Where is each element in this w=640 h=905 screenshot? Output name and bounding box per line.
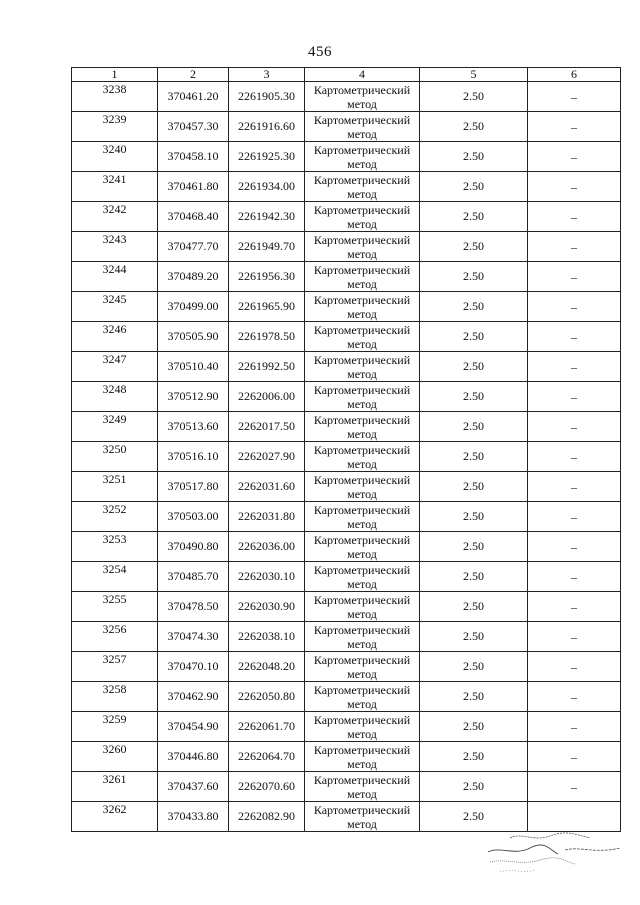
method-cell: Картометрический метод [305, 382, 420, 412]
x-coordinate-cell: 370503.00 [158, 502, 229, 532]
page-number: 456 [308, 44, 332, 60]
x-coordinate-cell: 370489.20 [158, 262, 229, 292]
accuracy-cell: 2.50 [420, 382, 528, 412]
y-coordinate-cell: 2261905.30 [229, 82, 305, 112]
accuracy-cell: 2.50 [420, 652, 528, 682]
y-coordinate-cell: 2261925.30 [229, 142, 305, 172]
y-coordinate-cell: 2262050.80 [229, 682, 305, 712]
accuracy-cell: 2.50 [420, 322, 528, 352]
table-row [72, 412, 621, 442]
point-number-cell: 3244 [72, 262, 158, 292]
method-cell: Картометрический метод [305, 322, 420, 352]
dash-cell: – [528, 142, 621, 172]
accuracy-cell: 2.50 [420, 352, 528, 382]
x-coordinate-cell: 370478.50 [158, 592, 229, 622]
method-cell: Картометрический метод [305, 622, 420, 652]
table-row [72, 142, 621, 172]
point-number-cell: 3259 [72, 712, 158, 742]
method-cell: Картометрический метод [305, 442, 420, 472]
dash-cell: – [528, 712, 621, 742]
method-cell: Картометрический метод [305, 502, 420, 532]
accuracy-cell: 2.50 [420, 202, 528, 232]
accuracy-cell: 2.50 [420, 82, 528, 112]
x-coordinate-cell: 370437.60 [158, 772, 229, 802]
y-coordinate-cell: 2262030.90 [229, 592, 305, 622]
accuracy-cell: 2.50 [420, 412, 528, 442]
method-cell: Картометрический метод [305, 292, 420, 322]
dash-cell: – [528, 262, 621, 292]
table-row [72, 772, 621, 802]
point-number-cell: 3253 [72, 532, 158, 562]
x-coordinate-cell: 370446.80 [158, 742, 229, 772]
method-cell: Картометрический метод [305, 592, 420, 622]
x-coordinate-cell: 370468.40 [158, 202, 229, 232]
x-coordinate-cell: 370461.20 [158, 82, 229, 112]
table-row [72, 592, 621, 622]
dash-cell: – [528, 502, 621, 532]
point-number-cell: 3238 [72, 82, 158, 112]
y-coordinate-cell: 2262027.90 [229, 442, 305, 472]
table-row [72, 442, 621, 472]
method-cell: Картометрический метод [305, 262, 420, 292]
dash-cell: – [528, 772, 621, 802]
column-header: 5 [420, 68, 528, 82]
y-coordinate-cell: 2262036.00 [229, 532, 305, 562]
column-header: 3 [229, 68, 305, 82]
method-cell: Картометрический метод [305, 682, 420, 712]
accuracy-cell: 2.50 [420, 712, 528, 742]
dash-cell: – [528, 472, 621, 502]
y-coordinate-cell: 2262082.90 [229, 802, 305, 832]
method-cell: Картометрический метод [305, 532, 420, 562]
x-coordinate-cell: 370499.00 [158, 292, 229, 322]
dash-cell: – [528, 382, 621, 412]
accuracy-cell: 2.50 [420, 682, 528, 712]
point-number-cell: 3241 [72, 172, 158, 202]
point-number-cell: 3246 [72, 322, 158, 352]
y-coordinate-cell: 2262006.00 [229, 382, 305, 412]
dash-cell: – [528, 442, 621, 472]
accuracy-cell: 2.50 [420, 592, 528, 622]
y-coordinate-cell: 2261965.90 [229, 292, 305, 322]
point-number-cell: 3240 [72, 142, 158, 172]
method-cell: Картометрический метод [305, 652, 420, 682]
dash-cell: – [528, 112, 621, 142]
accuracy-cell: 2.50 [420, 112, 528, 142]
y-coordinate-cell: 2261992.50 [229, 352, 305, 382]
y-coordinate-cell: 2262031.80 [229, 502, 305, 532]
accuracy-cell: 2.50 [420, 532, 528, 562]
accuracy-cell: 2.50 [420, 472, 528, 502]
y-coordinate-cell: 2261956.30 [229, 262, 305, 292]
dash-cell: – [528, 532, 621, 562]
table-row [72, 712, 621, 742]
dash-cell: – [528, 412, 621, 442]
y-coordinate-cell: 2262061.70 [229, 712, 305, 742]
y-coordinate-cell: 2261949.70 [229, 232, 305, 262]
accuracy-cell: 2.50 [420, 292, 528, 322]
coordinates-table [71, 67, 621, 832]
table-row [72, 532, 621, 562]
method-cell: Картометрический метод [305, 142, 420, 172]
table-row [72, 322, 621, 352]
dash-cell: – [528, 352, 621, 382]
point-number-cell: 3249 [72, 412, 158, 442]
x-coordinate-cell: 370512.90 [158, 382, 229, 412]
x-coordinate-cell: 370485.70 [158, 562, 229, 592]
x-coordinate-cell: 370462.90 [158, 682, 229, 712]
x-coordinate-cell: 370505.90 [158, 322, 229, 352]
method-cell: Картометрический метод [305, 772, 420, 802]
y-coordinate-cell: 2262038.10 [229, 622, 305, 652]
point-number-cell: 3245 [72, 292, 158, 322]
method-cell: Картометрический метод [305, 412, 420, 442]
accuracy-cell: 2.50 [420, 442, 528, 472]
x-coordinate-cell: 370490.80 [158, 532, 229, 562]
dash-cell: – [528, 682, 621, 712]
table-row [72, 292, 621, 322]
point-number-cell: 3252 [72, 502, 158, 532]
table-row [72, 562, 621, 592]
table-row [72, 682, 621, 712]
column-header: 1 [72, 68, 158, 82]
y-coordinate-cell: 2262031.60 [229, 472, 305, 502]
table-row [72, 82, 621, 112]
column-header: 6 [528, 68, 621, 82]
point-number-cell: 3251 [72, 472, 158, 502]
y-coordinate-cell: 2262064.70 [229, 742, 305, 772]
table-row [72, 502, 621, 532]
y-coordinate-cell: 2262030.10 [229, 562, 305, 592]
method-cell: Картометрический метод [305, 712, 420, 742]
table-row [72, 382, 621, 412]
method-cell: Картометрический метод [305, 562, 420, 592]
accuracy-cell: 2.50 [420, 142, 528, 172]
method-cell: Картометрический метод [305, 472, 420, 502]
x-coordinate-cell: 370516.10 [158, 442, 229, 472]
column-header: 4 [305, 68, 420, 82]
y-coordinate-cell: 2262048.20 [229, 652, 305, 682]
accuracy-cell: 2.50 [420, 502, 528, 532]
y-coordinate-cell: 2261978.50 [229, 322, 305, 352]
x-coordinate-cell: 370454.90 [158, 712, 229, 742]
dash-cell: – [528, 322, 621, 352]
x-coordinate-cell: 370433.80 [158, 802, 229, 832]
table-row [72, 802, 621, 832]
signature-scribble [480, 828, 630, 880]
point-number-cell: 3258 [72, 682, 158, 712]
point-number-cell: 3242 [72, 202, 158, 232]
point-number-cell: 3250 [72, 442, 158, 472]
dash-cell: – [528, 562, 621, 592]
point-number-cell: 3255 [72, 592, 158, 622]
point-number-cell: 3254 [72, 562, 158, 592]
table-row [72, 742, 621, 772]
y-coordinate-cell: 2261942.30 [229, 202, 305, 232]
method-cell: Картометрический метод [305, 232, 420, 262]
dash-cell [528, 802, 621, 832]
accuracy-cell: 2.50 [420, 742, 528, 772]
dash-cell: – [528, 232, 621, 262]
method-cell: Картометрический метод [305, 742, 420, 772]
table-row [72, 472, 621, 502]
method-cell: Картометрический метод [305, 352, 420, 382]
y-coordinate-cell: 2261916.60 [229, 112, 305, 142]
table-row [72, 652, 621, 682]
accuracy-cell: 2.50 [420, 232, 528, 262]
point-number-cell: 3247 [72, 352, 158, 382]
accuracy-cell: 2.50 [420, 562, 528, 592]
x-coordinate-cell: 370510.40 [158, 352, 229, 382]
point-number-cell: 3257 [72, 652, 158, 682]
accuracy-cell: 2.50 [420, 622, 528, 652]
column-header: 2 [158, 68, 229, 82]
x-coordinate-cell: 370517.80 [158, 472, 229, 502]
table-body [72, 82, 621, 832]
dash-cell: – [528, 742, 621, 772]
dash-cell: – [528, 202, 621, 232]
x-coordinate-cell: 370470.10 [158, 652, 229, 682]
y-coordinate-cell: 2261934.00 [229, 172, 305, 202]
x-coordinate-cell: 370461.80 [158, 172, 229, 202]
dash-cell: – [528, 652, 621, 682]
table-row [72, 202, 621, 232]
method-cell: Картометрический метод [305, 202, 420, 232]
dash-cell: – [528, 172, 621, 202]
point-number-cell: 3248 [72, 382, 158, 412]
x-coordinate-cell: 370457.30 [158, 112, 229, 142]
method-cell: Картометрический метод [305, 82, 420, 112]
method-cell: Картометрический метод [305, 802, 420, 832]
x-coordinate-cell: 370458.10 [158, 142, 229, 172]
y-coordinate-cell: 2262017.50 [229, 412, 305, 442]
x-coordinate-cell: 370513.60 [158, 412, 229, 442]
table-row [72, 112, 621, 142]
dash-cell: – [528, 82, 621, 112]
y-coordinate-cell: 2262070.60 [229, 772, 305, 802]
table-row [72, 622, 621, 652]
accuracy-cell: 2.50 [420, 262, 528, 292]
accuracy-cell: 2.50 [420, 772, 528, 802]
point-number-cell: 3262 [72, 802, 158, 832]
header-row [72, 68, 621, 82]
x-coordinate-cell: 370474.30 [158, 622, 229, 652]
method-cell: Картометрический метод [305, 112, 420, 142]
point-number-cell: 3261 [72, 772, 158, 802]
table-row [72, 352, 621, 382]
accuracy-cell: 2.50 [420, 172, 528, 202]
point-number-cell: 3256 [72, 622, 158, 652]
table-row [72, 262, 621, 292]
dash-cell: – [528, 292, 621, 322]
x-coordinate-cell: 370477.70 [158, 232, 229, 262]
point-number-cell: 3243 [72, 232, 158, 262]
dash-cell: – [528, 622, 621, 652]
table-row [72, 232, 621, 262]
method-cell: Картометрический метод [305, 172, 420, 202]
point-number-cell: 3260 [72, 742, 158, 772]
dash-cell: – [528, 592, 621, 622]
table-row [72, 172, 621, 202]
point-number-cell: 3239 [72, 112, 158, 142]
accuracy-cell: 2.50 [420, 802, 528, 832]
